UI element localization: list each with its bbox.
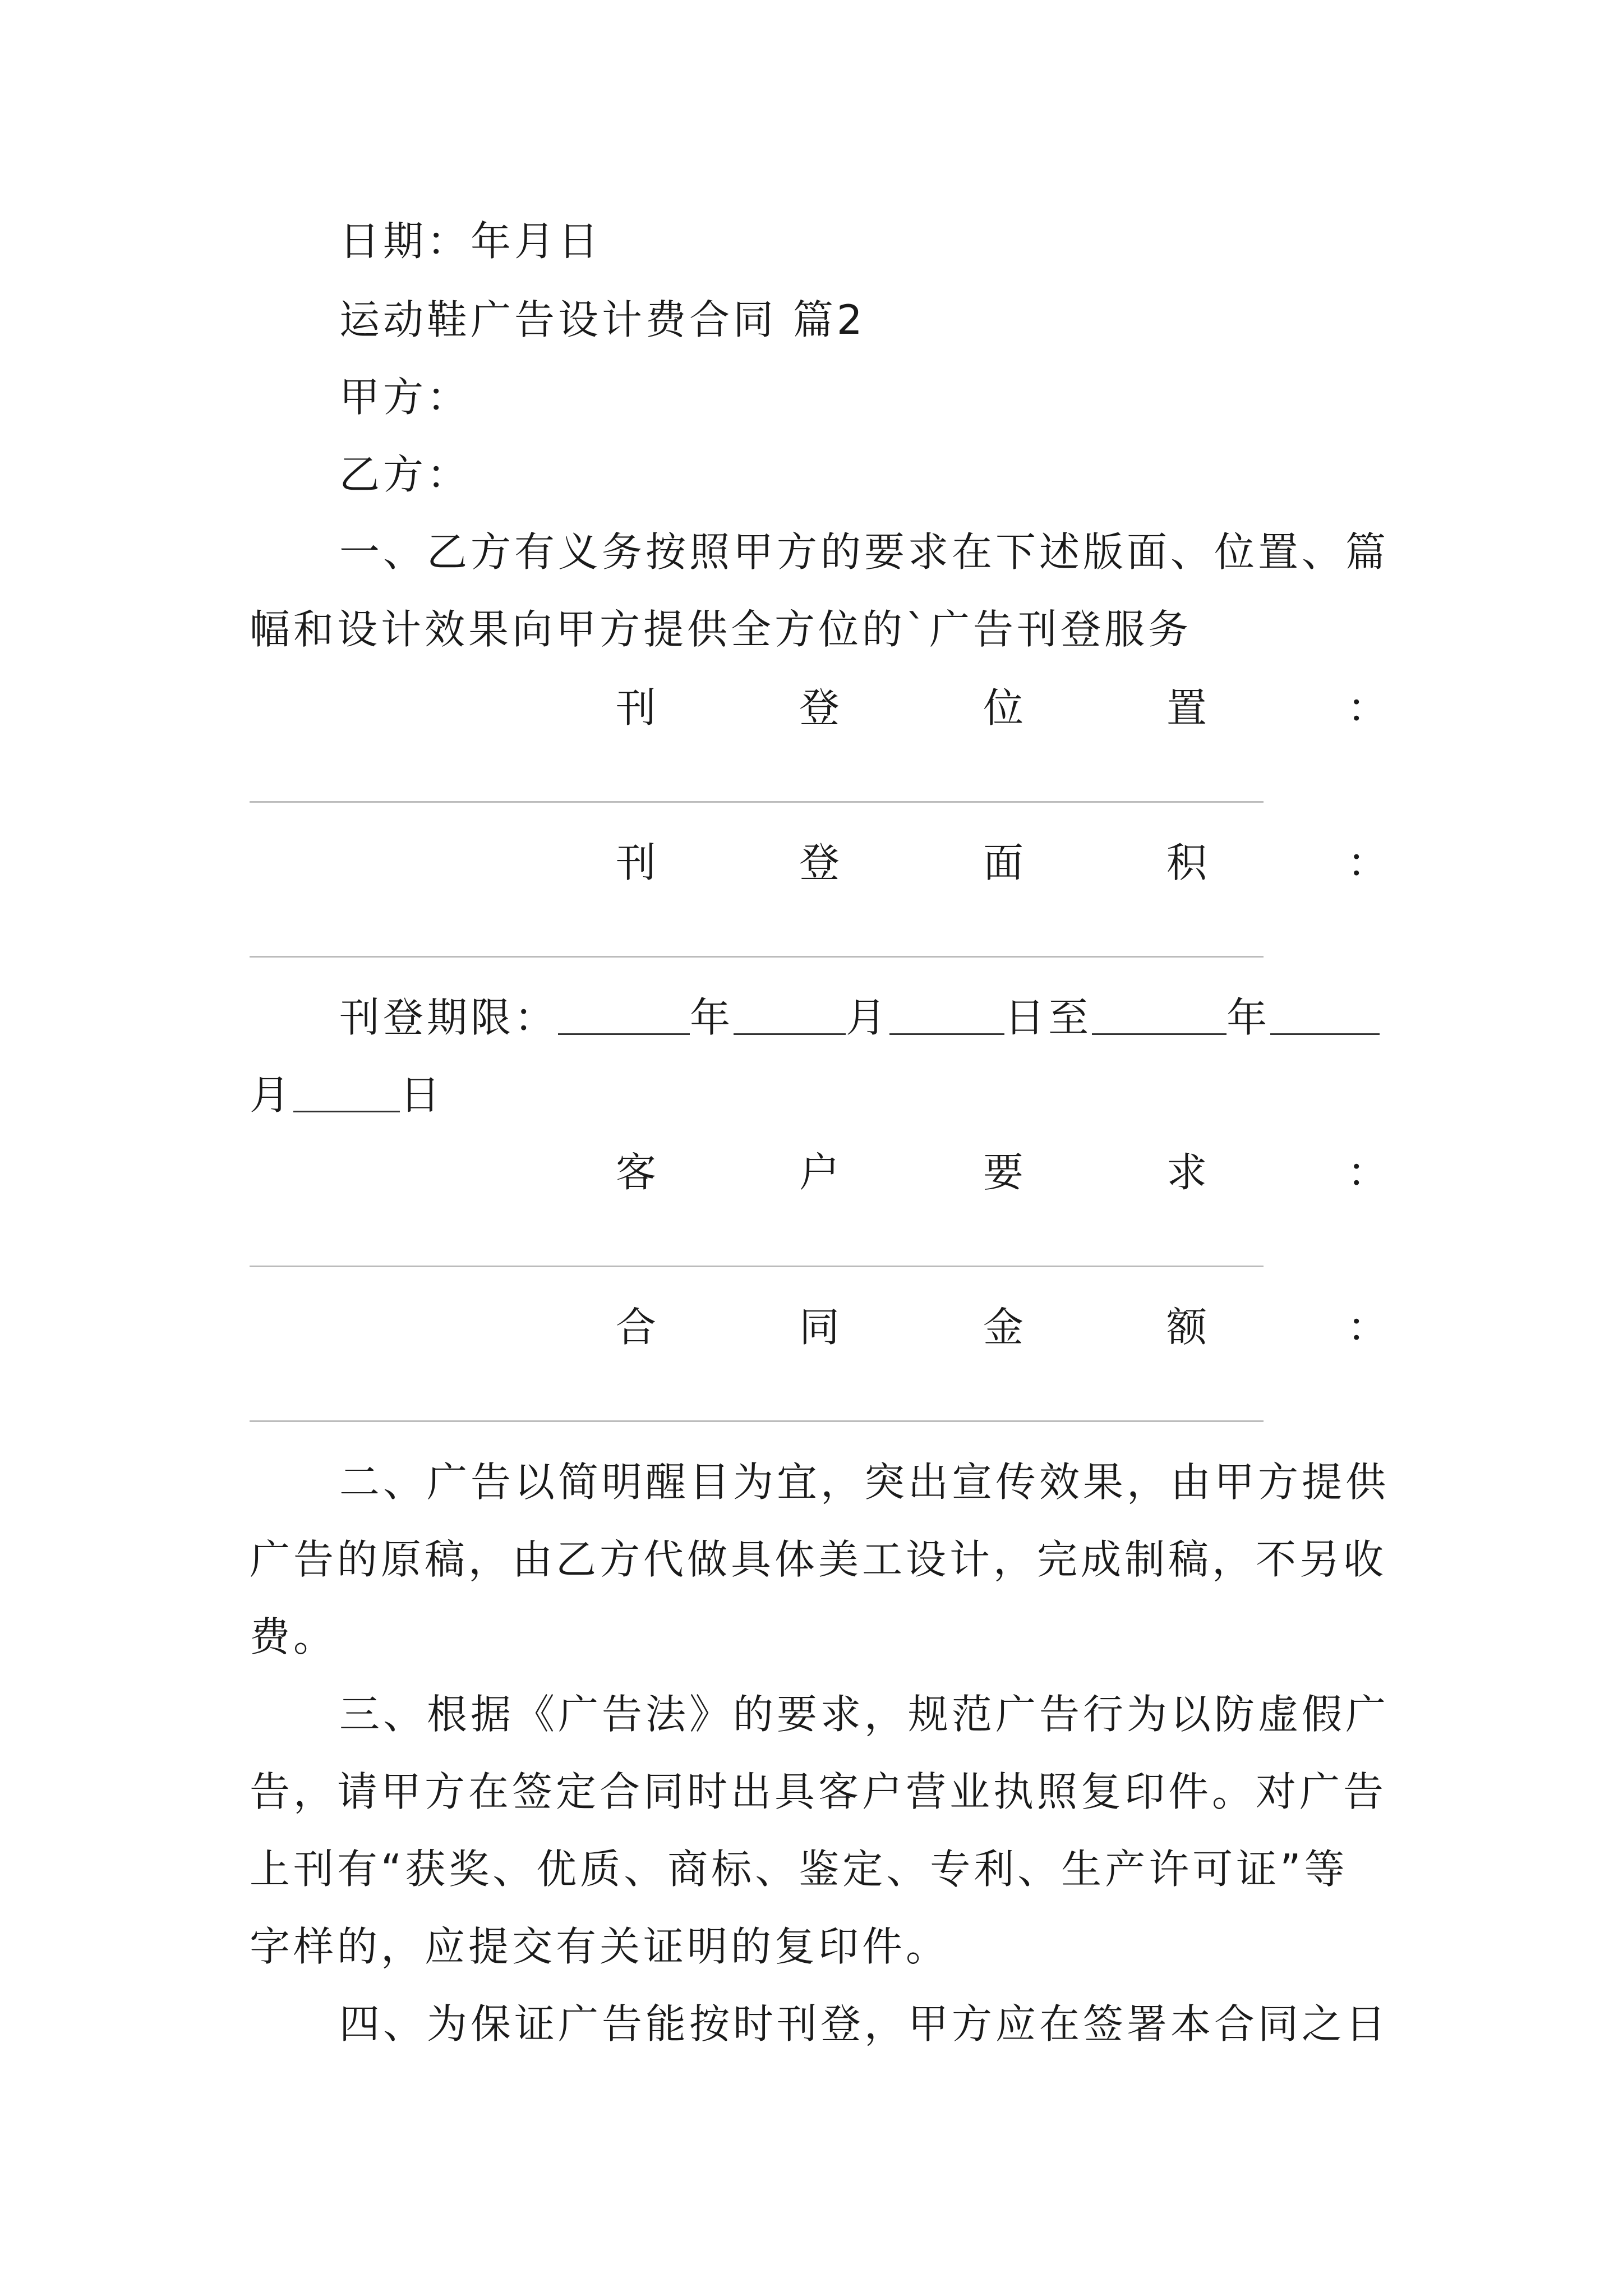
period-day-2: 日	[400, 1071, 444, 1119]
field-char: 登	[799, 839, 840, 886]
clause-3-line-2: 告，请甲方在签定合同时出具客户营业执照复印件。对广告	[250, 1768, 1387, 1815]
publish-period-line-2	[250, 1067, 444, 1123]
field-publish-area	[0, 835, 1623, 891]
field-char: 位	[983, 684, 1024, 731]
clause-3-line-1: 三、根据《广告法》的要求，规范广告行为以防虚假广	[339, 1691, 1390, 1738]
period-label: 刊登期限：	[339, 994, 559, 1041]
clause-4-line-1: 四、为保证广告能按时刊登，甲方应在签署本合同之日	[339, 2000, 1390, 2047]
party-a-label: 甲方：	[339, 374, 471, 421]
field-char: 要	[983, 1149, 1024, 1196]
period-month-2: 月	[250, 1071, 294, 1119]
publish-period-line	[339, 990, 1380, 1046]
field-char: 刊	[616, 684, 657, 731]
field-char: 户	[799, 1149, 840, 1196]
blank-underline	[293, 1071, 400, 1112]
contract-title: 运动鞋广告设计费合同 篇2	[339, 296, 866, 343]
field-char: 置	[1166, 684, 1207, 731]
fill-in-line	[250, 801, 1264, 803]
field-char: 刊	[616, 839, 657, 886]
field-char: 同	[799, 1304, 840, 1351]
field-char: 合	[616, 1304, 657, 1351]
field-char: 求	[1166, 1149, 1207, 1196]
blank-underline	[1092, 994, 1227, 1035]
period-year-2: 年	[1227, 994, 1271, 1041]
fill-in-line	[250, 956, 1264, 958]
clause-2-line-2: 广告的原稿，由乙方代做具体美工设计，完成制稿，不另收	[250, 1536, 1387, 1583]
blank-underline	[734, 994, 846, 1035]
clause-1-line-2: 幅和设计效果向甲方提供全方位的`广告刊登服务	[250, 606, 1192, 653]
period-day-to: 日至	[1004, 994, 1092, 1041]
field-contract-amount	[0, 1299, 1623, 1355]
party-b-label: 乙方：	[339, 451, 471, 498]
field-client-requirements	[0, 1144, 1623, 1200]
field-char: 金	[983, 1304, 1024, 1351]
field-colon: ：	[1347, 684, 1388, 731]
field-char: 积	[1166, 839, 1207, 886]
field-char: 面	[983, 839, 1024, 886]
fill-in-line	[250, 1420, 1264, 1422]
clause-3-line-3: 上刊有“获奖、优质、商标、鉴定、专利、生产许可证”等	[250, 1846, 1348, 1893]
field-publish-position	[0, 680, 1623, 736]
clause-2-line-1: 二、广告以简明醒目为宜，突出宣传效果，由甲方提供	[339, 1458, 1390, 1506]
clause-3-line-4: 字样的，应提交有关证明的复印件。	[250, 1923, 950, 1970]
field-colon: ：	[1347, 1304, 1388, 1351]
field-char: 客	[616, 1149, 657, 1196]
clause-1-line-1: 一、乙方有义务按照甲方的要求在下述版面、位置、篇	[339, 528, 1390, 576]
period-year-1: 年	[690, 994, 734, 1041]
fill-in-line	[250, 1266, 1264, 1267]
blank-underline	[558, 994, 690, 1035]
field-colon: ：	[1347, 839, 1388, 886]
clause-2-line-3: 费。	[250, 1613, 338, 1660]
field-char: 额	[1166, 1304, 1207, 1351]
blank-underline	[1270, 994, 1380, 1035]
date-line: 日期：年月日	[339, 218, 602, 265]
blank-underline	[889, 994, 1004, 1035]
field-colon: ：	[1347, 1149, 1388, 1196]
period-month-1: 月	[846, 994, 890, 1041]
field-char: 登	[799, 684, 840, 731]
